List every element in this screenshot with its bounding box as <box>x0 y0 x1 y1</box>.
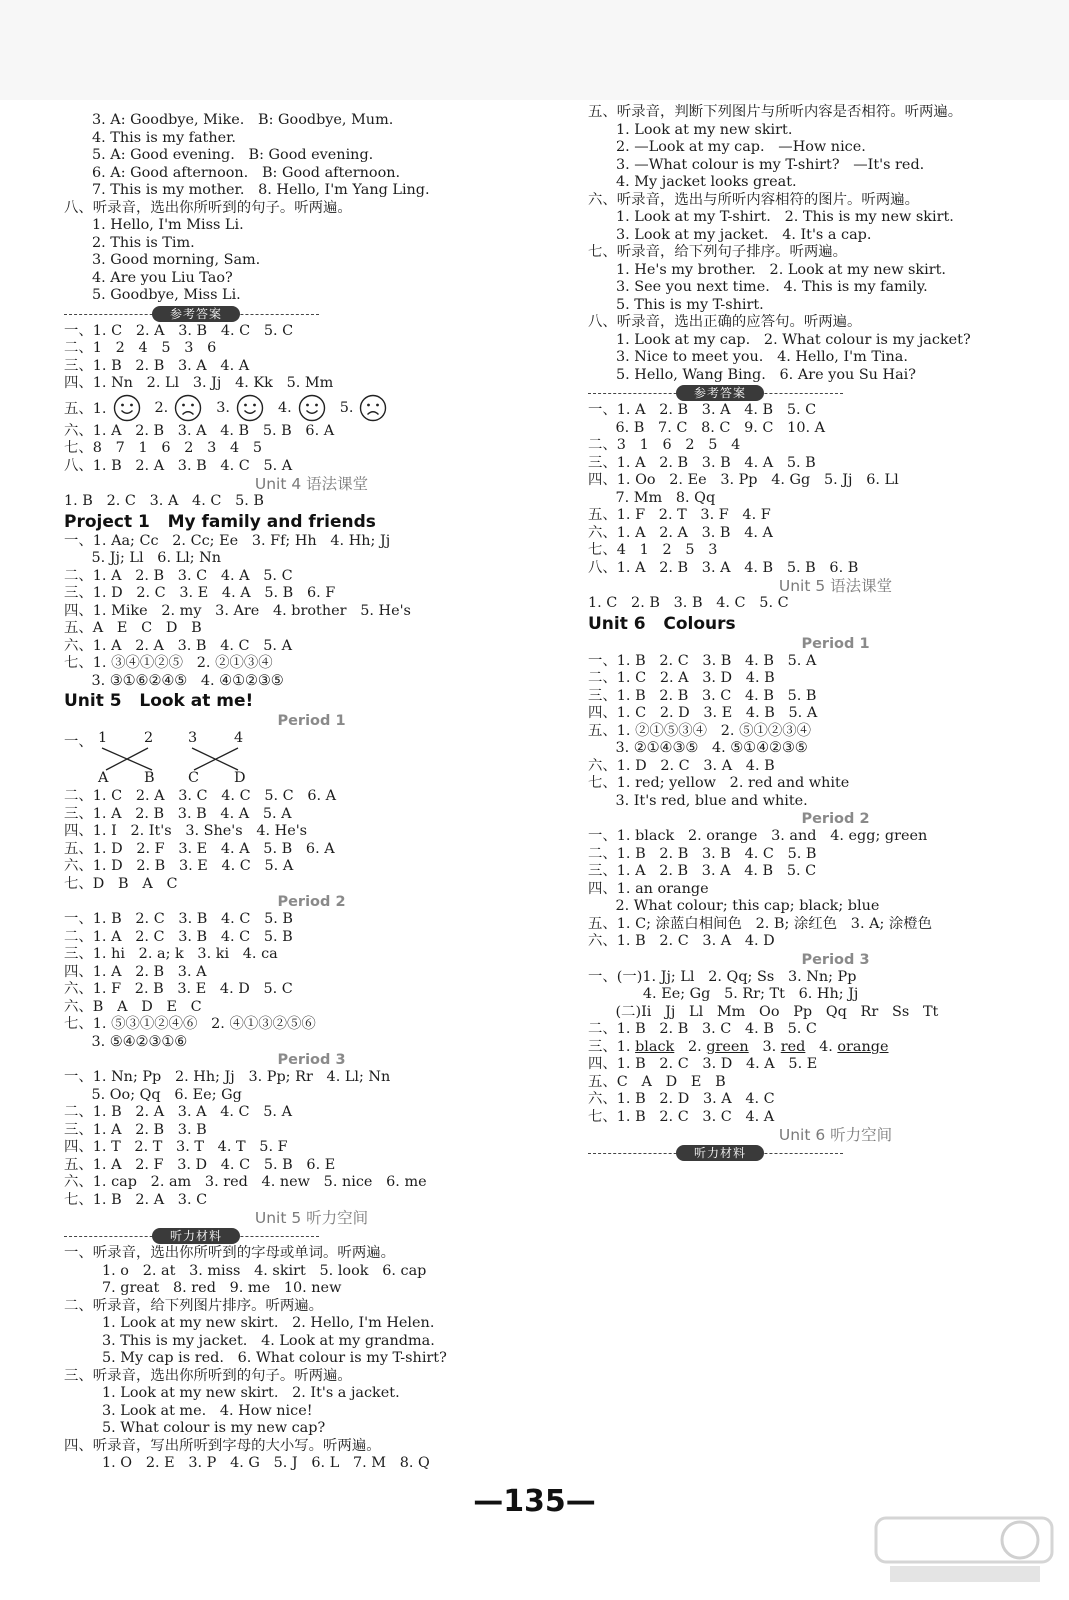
listening-script <box>64 1245 559 1473</box>
matching-lines <box>64 730 284 788</box>
answer-lines <box>588 1056 1069 1126</box>
text-line: 4. This is my father. <box>92 129 236 146</box>
text-line: 一、1. black 2. orange 3. and 4. egg; green <box>588 828 928 844</box>
answer-lines <box>64 533 559 691</box>
text-line: 3. This is my jacket. 4. Look at my grandma. <box>102 1332 435 1349</box>
text-line: 八、听录音，选出正确的应答句。听两遍。 <box>588 314 862 330</box>
unit-title: Unit 6 Colours <box>588 613 736 634</box>
listening-banner: 听力材料 <box>588 1144 1069 1162</box>
text-line: 五、C A D E B <box>588 1073 726 1090</box>
text-line: 四、1. T 2. T 3. T 4. T 5. F <box>64 1139 288 1155</box>
text-line: 一、1. Aa; Cc 2. Cc; Ee 3. Ff; Hh 4. Hh; Jj <box>64 532 391 549</box>
unit-title: Project 1 My family and friends <box>64 511 376 532</box>
text-line: 三、1. D 2. C 3. E 4. A 5. B 6. F <box>64 585 336 601</box>
text-line: 5. Jj; Ll 6. Ll; Nn <box>64 550 222 566</box>
text-line: 七、1. red; yellow 2. red and white <box>588 775 850 791</box>
text-line: 3. See you next time. 4. This is my family. <box>616 279 928 295</box>
section-title: Unit 4 语法课堂 <box>254 475 369 493</box>
text-line: 三、1. B 2. B 3. C 4. B 5. B <box>588 687 817 704</box>
answer-banner: 参考答案 <box>588 384 1069 402</box>
text-line: 六、1. D 2. C 3. A 4. B <box>588 757 775 774</box>
underlined-answer-line: 三、1. black 2. green 3. red 4. orange <box>588 1038 889 1055</box>
text-line: 1. Look at my new skirt. 2. Hello, I'm Helen. <box>102 1315 435 1331</box>
text-line: 6. A: Good afternoon. B: Good afternoon. <box>92 164 401 181</box>
answer-lines <box>64 911 559 1051</box>
text-line: 7. This is my mother. 8. Hello, I'm Yang Ling. <box>92 182 430 198</box>
text-line: 二、1. A 2. B 3. C 4. A 5. C <box>64 567 293 584</box>
text-line: 3. ③①⑥②④⑤ 4. ④①②③⑤ <box>64 672 284 689</box>
answer-lines <box>64 323 559 393</box>
text-line: 5. My cap is red. 6. What colour is my T-shirt? <box>102 1350 447 1366</box>
text-line: 5. What colour is my new cap? <box>102 1420 326 1436</box>
text-line: 3. Look at my jacket. 4. It's a cap. <box>616 226 872 243</box>
unit4-listening-continued <box>64 112 559 200</box>
sad-icon <box>359 394 387 422</box>
text-line: 六、B A D E C <box>64 998 202 1015</box>
text-line: 二、听录音，给下列图片排序。听两遍。 <box>64 1297 324 1314</box>
text-line: 一、听录音，选出你所听到的字母或单词。听两遍。 <box>64 1245 395 1261</box>
text-line: 三、1. A 2. B 3. B 4. A 5. B <box>588 454 816 471</box>
text-line: 四、1. I 2. It's 3. She's 4. He's <box>64 823 308 839</box>
text-line: 1. Look at my T-shirt. 2. This is my new skirt. <box>616 209 954 225</box>
text-line: 七、8 7 1 6 2 3 4 5 <box>64 440 263 456</box>
unit5-listening-continued <box>588 104 1069 384</box>
text-line: 2. This is Tim. <box>92 234 195 251</box>
text-line: 六、1. B 2. D 3. A 4. C <box>588 1091 775 1107</box>
text-line: 5. Hello, Wang Bing. 6. Are you Su Hai? <box>616 366 916 383</box>
page-number: —135— <box>473 1484 596 1519</box>
text-line: 四、1. C 2. D 3. E 4. B 5. A <box>588 705 818 721</box>
text-line: 二、1. B 2. B 3. B 4. C 5. B <box>588 845 817 862</box>
text-line: 1. He's my brother. 2. Look at my new skirt. <box>616 261 946 278</box>
text-line: 八、1. B 2. A 3. B 4. C 5. A <box>64 457 293 474</box>
text-line: 二、1. B 2. A 3. A 4. C 5. A <box>64 1104 292 1120</box>
text-line: 二、1. A 2. C 3. B 4. C 5. B <box>64 928 293 945</box>
text-line: 1. Look at my cap. 2. What colour is my jacket? <box>616 331 971 348</box>
text-line: 6. B 7. C 8. C 9. C 10. A <box>588 419 826 436</box>
answer-lines <box>588 969 1069 1039</box>
text-line: 一、1. Nn; Pp 2. Hh; Jj 3. Pp; Rr 4. Ll; Nn <box>64 1069 391 1085</box>
text-line: 四、1. Mike 2. my 3. Are 4. brother 5. He's <box>64 602 411 619</box>
text-line: 5. Oo; Qq 6. Ee; Gg <box>64 1086 242 1103</box>
text-line: 4. Ee; Gg 5. Rr; Tt 6. Hh; Jj <box>588 986 859 1002</box>
period-title: Period 1 <box>801 635 870 652</box>
text-line: 五、1. F 2. T 3. F 4. F <box>588 507 771 523</box>
text-line: 五、1. A 2. F 3. D 4. C 5. B 6. E <box>64 1156 336 1173</box>
text-line: 7. great 8. red 9. me 10. new <box>102 1280 342 1296</box>
text-line: 二、1 2 4 5 3 6 <box>64 340 217 356</box>
section-title: Unit 5 听力空间 <box>254 1209 369 1227</box>
smile-icon <box>113 394 141 422</box>
sad-icon <box>174 394 202 422</box>
text-line: 三、1. A 2. B 3. A 4. B 5. C <box>588 863 817 879</box>
text-line: 3. Good morning, Sam. <box>92 252 261 268</box>
text-line: 1. O 2. E 3. P 4. G 5. J 6. L 7. M 8. Q <box>102 1455 430 1471</box>
answer-lines <box>588 402 1069 577</box>
text-line: 三、1. hi 2. a; k 3. ki 4. ca <box>64 946 278 962</box>
faces-answer-row: 五、1. 2. 3. 4. 5. <box>64 393 559 423</box>
smile-icon <box>236 394 264 422</box>
text-line: 六、1. cap 2. am 3. red 4. new 5. nice 6. me <box>64 1174 427 1190</box>
section-title: Unit 6 听力空间 <box>778 1126 893 1144</box>
text-line: 四、1. an orange <box>588 880 709 897</box>
text-line: 一、1. B 2. C 3. B 4. C 5. B <box>64 911 293 927</box>
answer-lines <box>64 423 559 476</box>
answer-lines <box>588 653 1069 811</box>
text-line: 二、3 1 6 2 5 4 <box>588 437 741 453</box>
text-line: 七、1. B 2. C 3. C 4. A <box>588 1108 775 1125</box>
text-line: 六、1. B 2. C 3. A 4. D <box>588 933 775 949</box>
answer-banner: 参考答案 <box>64 305 559 323</box>
text-line: 三、1. B 2. B 3. A 4. A <box>64 357 250 374</box>
text-line: 五、A E C D B <box>64 620 202 636</box>
text-line: 3. ⑤④②③①⑥ <box>64 1033 188 1050</box>
text-line: 3. ②①④③⑤ 4. ⑤①④②③⑤ <box>588 740 808 756</box>
smile-icon <box>298 394 326 422</box>
text-line: 二、1. C 2. A 3. C 4. C 5. C 6. A <box>64 788 337 804</box>
answer-lines <box>588 828 1069 951</box>
period-title: Period 3 <box>277 1052 346 1068</box>
text-line: 四、1. A 2. B 3. A <box>64 963 207 980</box>
text-line: 3. Look at me. 4. How nice! <box>102 1402 313 1419</box>
period-title: Period 2 <box>277 894 346 910</box>
text-line: 一、1. A 2. B 3. A 4. B 5. C <box>588 402 817 418</box>
right-column <box>588 104 1069 1162</box>
text-line: 三、听录音，选出你所听到的句子。听两遍。 <box>64 1367 352 1384</box>
text-line: 7. Mm 8. Qq <box>588 489 716 506</box>
text-line: 五、听录音，判断下列图片与所听内容是否相符。听两遍。 <box>588 104 963 120</box>
page-top-band <box>0 0 1069 100</box>
matching-answer: 一、 1 2 3 4 A B C D <box>64 730 559 788</box>
text-line: 二、1. C 2. A 3. D 4. B <box>588 670 775 686</box>
text-line: 四、1. B 2. C 3. D 4. A 5. E <box>588 1056 818 1072</box>
text-line: 5. This is my T-shirt. <box>616 296 764 313</box>
answer-line: 1. B 2. C 3. A 4. C 5. B <box>64 493 264 509</box>
text-line: 五、1. D 2. F 3. E 4. A 5. B 6. A <box>64 840 335 857</box>
period-title: Period 2 <box>801 811 870 827</box>
text-line: 七、D B A C <box>64 875 178 892</box>
text-line: 六、1. A 2. B 3. A 4. B 5. B 6. A <box>64 422 335 439</box>
text-line: 4. My jacket looks great. <box>616 174 797 190</box>
text-line: 七、1. B 2. A 3. C <box>64 1191 208 1208</box>
text-line: 2. —Look at my cap. —How nice. <box>616 139 866 155</box>
text-line: 1. o 2. at 3. miss 4. skirt 5. look 6. cap <box>102 1262 427 1279</box>
text-line: 一、1. B 2. C 3. B 4. B 5. A <box>588 652 817 669</box>
period-title: Period 1 <box>277 713 346 729</box>
text-line: 1. Hello, I'm Miss Li. <box>92 217 244 233</box>
answer-lines <box>64 788 559 893</box>
text-line: 八、1. A 2. B 3. A 4. B 5. B 6. B <box>588 559 859 576</box>
text-line: 六、1. D 2. B 3. E 4. C 5. A <box>64 858 294 874</box>
text-line: 3. A: Goodbye, Mike. B: Goodbye, Mum. <box>92 112 394 128</box>
listening-banner: 听力材料 <box>64 1227 559 1245</box>
text-line: 1. Look at my new skirt. <box>616 121 793 138</box>
listening-items <box>64 217 559 305</box>
text-line: 五、1. ②①⑤③④ 2. ⑤①②③④ <box>588 722 812 739</box>
answer-lines <box>64 1069 559 1209</box>
text-line: 3. Nice to meet you. 4. Hello, I'm Tina. <box>616 349 908 365</box>
text-line: 五、1. C; 涂蓝白相间色 2. B; 涂红色 3. A; 涂橙色 <box>588 915 933 932</box>
text-line: 4. Are you Liu Tao? <box>92 269 233 286</box>
unit-title: Unit 5 Look at me! <box>64 691 254 711</box>
text-line: 1. Look at my new skirt. 2. It's a jacket. <box>102 1385 400 1401</box>
left-column <box>64 112 559 1473</box>
text-line: 六、1. A 2. A 3. B 4. C 5. A <box>64 637 292 654</box>
text-line: 三、1. A 2. B 3. B 4. A 5. A <box>64 805 292 822</box>
text-line: 二、1. B 2. B 3. C 4. B 5. C <box>588 1021 817 1037</box>
text-line: 3. It's red, blue and white. <box>588 792 808 809</box>
text-line: 六、1. F 2. B 3. E 4. D 5. C <box>64 981 293 997</box>
text-line: 七、4 1 2 5 3 <box>588 542 718 558</box>
section-title: Unit 5 语法课堂 <box>778 577 893 595</box>
section-heading: 八、听录音，选出你所听到的句子。听两遍。 <box>64 199 352 216</box>
text-line: 六、听录音，选出与所听内容相符的图片。听两遍。 <box>588 191 919 208</box>
text-line: 四、1. Oo 2. Ee 3. Pp 4. Gg 5. Jj 6. Ll <box>588 472 899 488</box>
text-line: 5. Goodbye, Miss Li. <box>92 287 241 303</box>
text-line: 七、1. ⑤③①②④⑥ 2. ④①③②⑤⑥ <box>64 1016 316 1032</box>
text-line: 2. What colour; this cap; black; blue <box>588 898 880 914</box>
text-line: 3. —What colour is my T-shirt? —It's red. <box>616 156 925 173</box>
period-title: Period 3 <box>801 951 870 968</box>
text-line: 三、1. A 2. B 3. B <box>64 1121 207 1138</box>
watermark-logo <box>870 1508 1060 1588</box>
text-line: 一、1. C 2. A 3. B 4. C 5. C <box>64 322 294 339</box>
text-line: 四、1. Nn 2. Ll 3. Jj 4. Kk 5. Mm <box>64 375 334 391</box>
text-line: 七、听录音，给下列句子排序。听两遍。 <box>588 244 848 260</box>
text-line: 七、1. ③④①②⑤ 2. ②①③④ <box>64 655 273 671</box>
text-line: (二)Ii Jj Ll Mm Oo Pp Qq Rr Ss Tt <box>588 1003 939 1020</box>
text-line: 5. A: Good evening. B: Good evening. <box>92 147 374 163</box>
text-line: 四、听录音，写出所听到字母的大小写。听两遍。 <box>64 1437 381 1454</box>
text-line: 六、1. A 2. A 3. B 4. A <box>588 524 773 541</box>
answer-line: 1. C 2. B 3. B 4. C 5. C <box>588 595 789 611</box>
text-line: 一、(一)1. Jj; Ll 2. Qq; Ss 3. Nn; Pp <box>588 968 857 985</box>
